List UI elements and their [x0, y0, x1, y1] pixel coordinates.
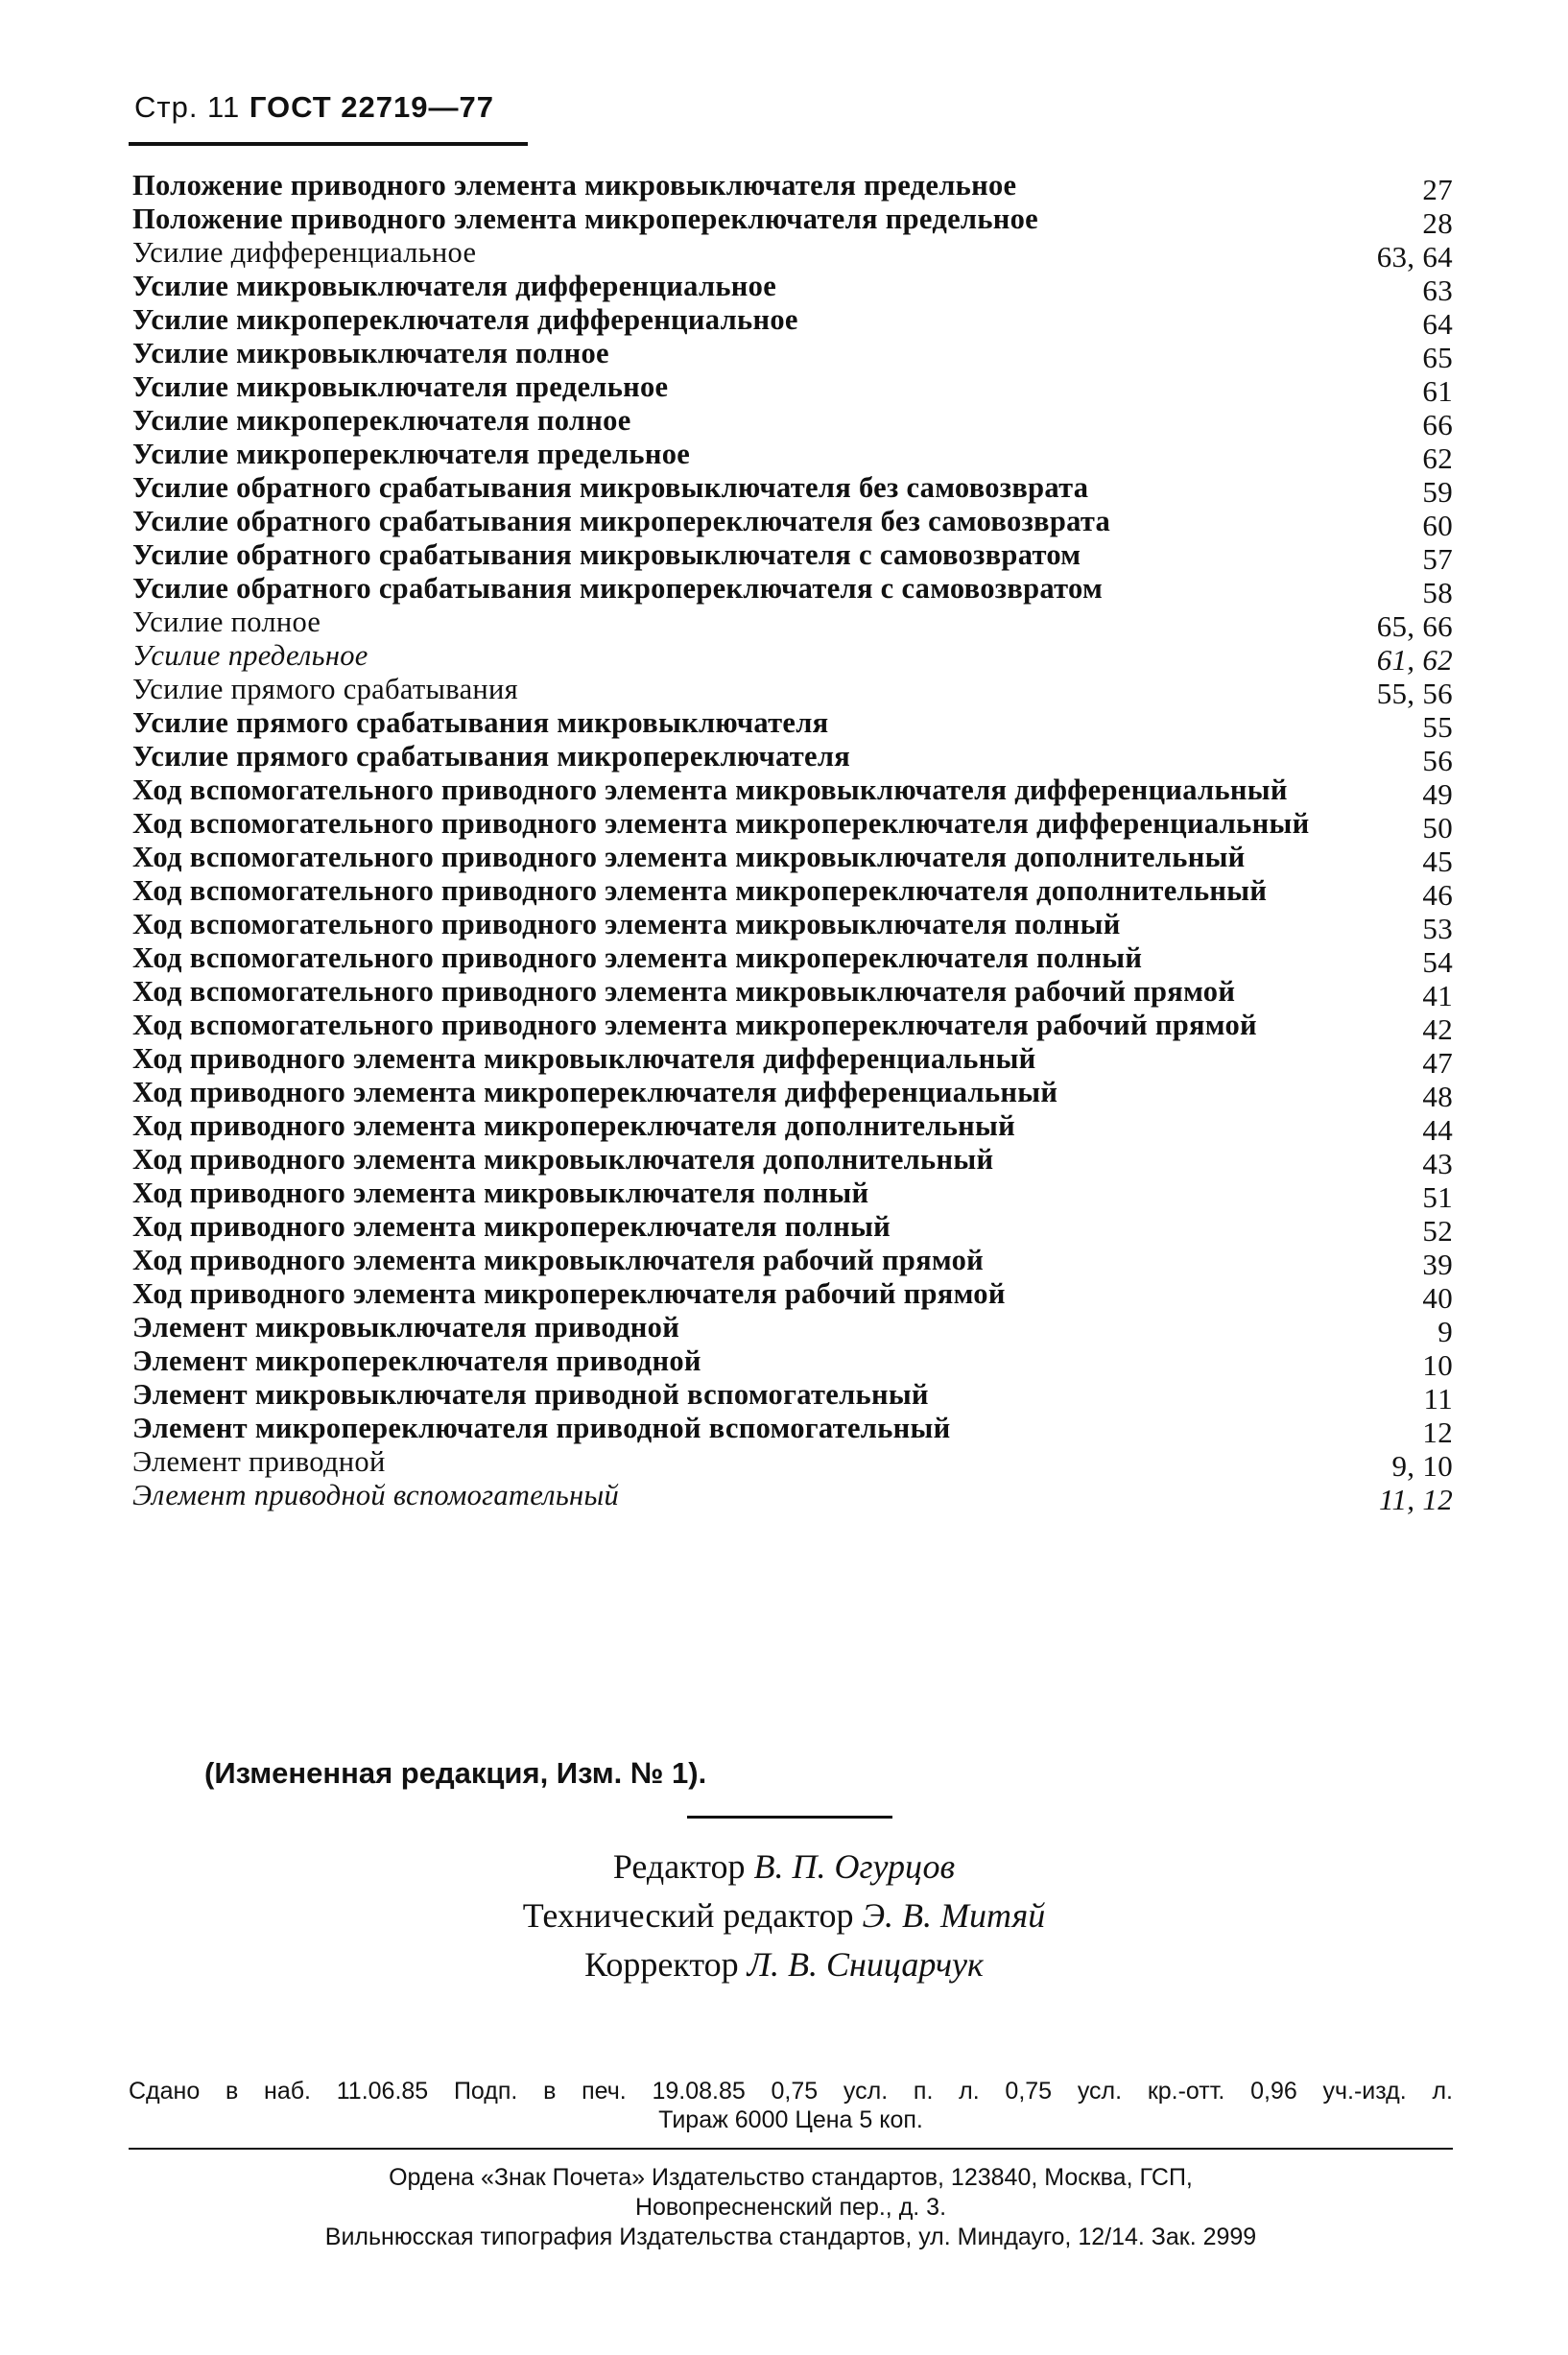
- index-page-ref: 64: [1422, 307, 1453, 341]
- index-entry: [132, 841, 1453, 878]
- editor-role: Редактор: [612, 1847, 746, 1886]
- index-entry: [132, 1344, 1453, 1382]
- credits: [0, 1843, 1568, 1989]
- index-page-ref: 49: [1422, 777, 1453, 811]
- publisher-line-1: Ордена «Знак Почета» Издательство стандартов, 123840, Москва, ГСП,: [389, 2164, 1193, 2191]
- index-page-ref: 11: [1423, 1382, 1453, 1415]
- tech-editor-line: [0, 1891, 1568, 1940]
- index-page-ref: 63, 64: [1376, 240, 1453, 274]
- index-entry: [132, 807, 1453, 844]
- index-entry: [132, 303, 1453, 341]
- index-term: Ход вспомогательного приводного элемента микропереключателя дифференциальный: [132, 807, 1310, 840]
- index-term: Усилие микропереключателя полное: [132, 404, 631, 437]
- index-page-ref: 40: [1422, 1281, 1453, 1315]
- index-term: Усилие микровыключателя полное: [132, 337, 609, 369]
- footer-rule: [129, 2148, 1453, 2150]
- section-divider: [687, 1816, 892, 1819]
- index-entry: [132, 874, 1453, 912]
- index-page-ref: 46: [1422, 878, 1453, 912]
- index-term: Усилие предельное: [132, 639, 368, 672]
- index-term: Усилие микропереключателя предельное: [132, 438, 691, 470]
- index-page-ref: 47: [1422, 1046, 1453, 1080]
- index-entry: [132, 505, 1453, 542]
- index-page-ref: 9: [1437, 1315, 1453, 1348]
- index-entry: [132, 1244, 1453, 1281]
- index-term: Элемент микровыключателя приводной вспомогательный: [132, 1378, 929, 1411]
- page-number: Стр. 11: [134, 90, 241, 124]
- index-term: Ход вспомогательного приводного элемента микропереключателя дополнительный: [132, 874, 1268, 907]
- index-page-ref: 53: [1422, 912, 1453, 945]
- index-term: Положение приводного элемента микровыключателя предельное: [132, 169, 1017, 202]
- index-term: Ход приводного элемента микровыключателя полный: [132, 1177, 869, 1209]
- header-rule: [129, 142, 528, 146]
- index-term: Ход приводного элемента микропереключателя дифференциальный: [132, 1076, 1058, 1108]
- index-entry: [132, 706, 1453, 744]
- index-entry: [132, 471, 1453, 509]
- tech-editor-role: Технический редактор: [522, 1896, 854, 1935]
- proofreader-role: Корректор: [584, 1945, 739, 1984]
- index-term: Ход вспомогательного приводного элемента микропереключателя рабочий прямой: [132, 1009, 1257, 1041]
- index-entry: [132, 572, 1453, 609]
- page-header: [134, 90, 494, 125]
- imprint-dates: Сдано в наб. 11.06.85 Подп. в печ. 19.08.85 0,75 усл. п. л. 0,75 усл. кр.-отт. 0,96 уч.-изд. л.: [129, 2078, 1453, 2105]
- index-term: Усилие микровыключателя дифференциальное: [132, 270, 777, 302]
- index-entry: [132, 169, 1453, 206]
- proofreader-name: Л. В. Сницарчук: [747, 1945, 984, 1984]
- index-entry: [132, 639, 1453, 677]
- publisher-line-3: Вильнюсская типография Издательства стандартов, ул. Миндауго, 12/14. Зак. 2999: [324, 2224, 1257, 2250]
- index-term: Ход приводного элемента микропереключателя полный: [132, 1210, 891, 1243]
- index-page-ref: 43: [1422, 1147, 1453, 1180]
- index-entry: [132, 1378, 1453, 1415]
- index-term: Ход вспомогательного приводного элемента микровыключателя полный: [132, 908, 1121, 940]
- tech-editor-name: Э. В. Митяй: [862, 1896, 1046, 1935]
- index-page-ref: 65, 66: [1376, 609, 1453, 643]
- index-term: Усилие обратного срабатывания микропереключателя без самовозврата: [132, 505, 1111, 537]
- index-entry: [132, 1109, 1453, 1147]
- index-term: Элемент микровыключателя приводной: [132, 1311, 680, 1344]
- index-page-ref: 11, 12: [1379, 1483, 1453, 1516]
- index-term: Ход приводного элемента микровыключателя рабочий прямой: [132, 1244, 985, 1276]
- index-page-ref: 55, 56: [1376, 677, 1453, 710]
- index-page-ref: 60: [1422, 509, 1453, 542]
- index-term: Ход вспомогательного приводного элемента микровыключателя рабочий прямой: [132, 975, 1236, 1008]
- index-entry: [132, 1277, 1453, 1315]
- index-entry: [132, 270, 1453, 307]
- index-entry: [132, 1412, 1453, 1449]
- publisher-line-2: Новопресненский пер., д. 3.: [634, 2194, 947, 2221]
- proofreader-line: [0, 1940, 1568, 1989]
- index-entry: [132, 606, 1453, 643]
- index-entry: [132, 404, 1453, 441]
- index-entry: [132, 370, 1453, 408]
- imprint-circulation: Тираж 6000 Цена 5 коп.: [658, 2106, 923, 2133]
- publisher-info: [129, 2163, 1453, 2252]
- index-page-ref: 62: [1422, 441, 1453, 475]
- index-term: Ход вспомогательного приводного элемента микропереключателя полный: [132, 941, 1143, 974]
- index-page-ref: 59: [1422, 475, 1453, 509]
- index-term: Усилие микровыключателя предельное: [132, 370, 669, 403]
- amendment-note: (Измененная редакция, Изм. № 1).: [204, 1756, 707, 1790]
- index-term: Ход вспомогательного приводного элемента микровыключателя дифференциальный: [132, 773, 1288, 806]
- index-page-ref: 65: [1422, 341, 1453, 374]
- index-entry: [132, 1311, 1453, 1348]
- print-imprint: [129, 2077, 1453, 2134]
- index-term: Ход вспомогательного приводного элемента микровыключателя дополнительный: [132, 841, 1246, 873]
- index-term: Ход приводного элемента микропереключателя дополнительный: [132, 1109, 1016, 1142]
- index-page-ref: 56: [1422, 744, 1453, 777]
- index-entry: [132, 1479, 1453, 1516]
- index-term: Усилие обратного срабатывания микровыключателя с самовозвратом: [132, 538, 1081, 571]
- index-page-ref: 55: [1422, 710, 1453, 744]
- index-term: Усилие прямого срабатывания микровыключателя: [132, 706, 829, 739]
- index-entry: [132, 337, 1453, 374]
- index-page-ref: 52: [1422, 1214, 1453, 1248]
- index-entry: [132, 1445, 1453, 1483]
- index-term: Элемент приводной: [132, 1445, 386, 1478]
- index-term: Ход приводного элемента микровыключателя дополнительный: [132, 1143, 994, 1176]
- index-entry: [132, 740, 1453, 777]
- index-page-ref: 9, 10: [1391, 1449, 1453, 1483]
- index-page-ref: 39: [1422, 1248, 1453, 1281]
- index-term: Усилие обратного срабатывания микровыключателя без самовозврата: [132, 471, 1089, 504]
- index-term: Элемент приводной вспомогательный: [132, 1479, 619, 1511]
- index-page-ref: 10: [1422, 1348, 1453, 1382]
- index-page-ref: 50: [1422, 811, 1453, 844]
- index-entry: [132, 1177, 1453, 1214]
- standard-number: ГОСТ 22719—77: [249, 90, 494, 124]
- index-entry: [132, 438, 1453, 475]
- index-page-ref: 41: [1422, 979, 1453, 1012]
- index-entry: [132, 908, 1453, 945]
- index-entry: [132, 202, 1453, 240]
- index-entry: [132, 673, 1453, 710]
- index-entry: [132, 1143, 1453, 1180]
- index-entry: [132, 773, 1453, 811]
- index-term: Элемент микропереключателя приводной: [132, 1344, 701, 1377]
- index-page-ref: 66: [1422, 408, 1453, 441]
- index-term: Ход приводного элемента микровыключателя дифференциальный: [132, 1042, 1036, 1075]
- index-page-ref: 61: [1422, 374, 1453, 408]
- index-entry: [132, 1076, 1453, 1113]
- index-page-ref: 51: [1422, 1180, 1453, 1214]
- index-page-ref: 45: [1422, 844, 1453, 878]
- editor-line: [0, 1843, 1568, 1891]
- index-term: Усилие прямого срабатывания микропереключателя: [132, 740, 851, 773]
- index-page-ref: 57: [1422, 542, 1453, 576]
- editor-name: В. П. Огурцов: [753, 1847, 956, 1886]
- index-term: Усилие обратного срабатывания микропереключателя с самовозвратом: [132, 572, 1104, 605]
- index-term: Усилие прямого срабатывания: [132, 673, 518, 705]
- index-entry: [132, 1009, 1453, 1046]
- index-page-ref: 28: [1422, 206, 1453, 240]
- index-entry: [132, 236, 1453, 274]
- index-entry: [132, 975, 1453, 1012]
- index-term: Элемент микропереключателя приводной вспомогательный: [132, 1412, 951, 1444]
- index-page-ref: 27: [1422, 173, 1453, 206]
- index-entry: [132, 1210, 1453, 1248]
- term-index: [132, 169, 1453, 1516]
- index-page-ref: 44: [1422, 1113, 1453, 1147]
- index-page-ref: 63: [1422, 274, 1453, 307]
- index-page-ref: 42: [1422, 1012, 1453, 1046]
- index-term: Положение приводного элемента микропереключателя предельное: [132, 202, 1039, 235]
- index-entry: [132, 1042, 1453, 1080]
- index-page-ref: 48: [1422, 1080, 1453, 1113]
- index-entry: [132, 941, 1453, 979]
- index-entry: [132, 538, 1453, 576]
- index-term: Ход приводного элемента микропереключателя рабочий прямой: [132, 1277, 1006, 1310]
- index-term: Усилие полное: [132, 606, 321, 638]
- index-page-ref: 58: [1422, 576, 1453, 609]
- index-term: Усилие дифференциальное: [132, 236, 477, 269]
- index-page-ref: 54: [1422, 945, 1453, 979]
- index-page-ref: 12: [1422, 1415, 1453, 1449]
- index-term: Усилие микропереключателя дифференциальное: [132, 303, 798, 336]
- index-page-ref: 61, 62: [1376, 643, 1453, 677]
